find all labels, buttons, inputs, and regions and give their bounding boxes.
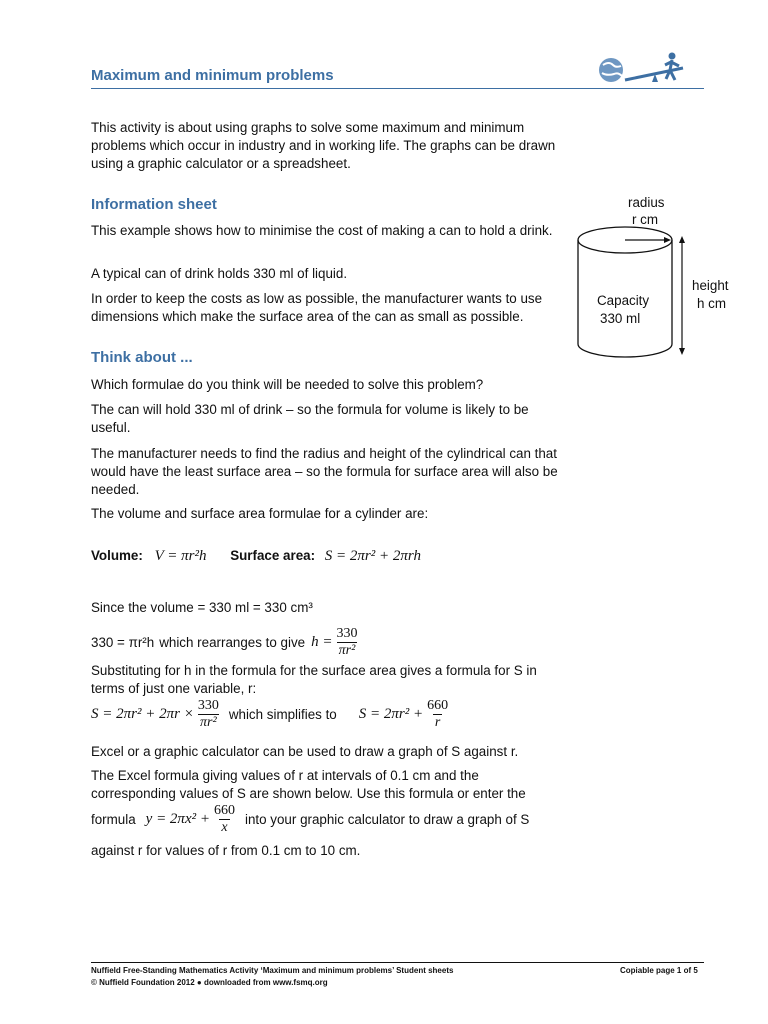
think-question: Which formulae do you think will be needed to solve this problem? (91, 377, 484, 392)
excel-paragraph-1: Excel or a graphic calculator can be used to draw a graph of S against r. (91, 744, 519, 759)
substituting-text: Substituting for h in the formula for the surface area gives a formula for S in terms of just one variable, r: (91, 663, 537, 696)
since-volume-text: Since the volume = 330 ml = 330 cm³ (91, 600, 313, 615)
volume-label: Volume: (91, 548, 143, 563)
think-about-heading: Think about ... (91, 349, 193, 366)
formula-line-volume-surface (91, 548, 421, 565)
page-title: Maximum and minimum problems (91, 67, 334, 84)
footer-page-number: Copiable page 1 of 5 (620, 966, 698, 975)
intro-paragraph: This activity is about using graphs to solve some maximum and minimum problems which occur in industry and in working life. The graphs can be drawn using a graphic calculator or a spreadsheet. (91, 120, 556, 171)
excel-paragraph-2: The Excel formula giving values of r at intervals of 0.1 cm and the corresponding values of S are shown below. Use this formula or enter the (91, 768, 526, 801)
capacity-label: Capacity (597, 293, 650, 308)
height-label: height (692, 278, 729, 293)
think-paragraph-1: The can will hold 330 ml of drink – so the formula for volume is likely to be useful. (91, 402, 529, 435)
denominator: πr² (338, 643, 356, 658)
information-sheet-heading: Information sheet (91, 196, 217, 213)
substitution-lhs: S = 2πr² + 2πr × (91, 706, 194, 722)
formula-word: formula (91, 812, 136, 827)
header-rule (91, 88, 704, 89)
radius-label: radius (628, 195, 665, 210)
simplified-lhs: S = 2πr² + (358, 706, 424, 722)
graphic-calculator-formula-line (91, 803, 529, 836)
y-formula: y = 2πx² + (145, 811, 210, 827)
rearrange-text: which rearranges to give (159, 635, 306, 650)
volume-formula: V = πr²h (154, 548, 207, 564)
info-paragraph-1: This example shows how to minimise the cost of making a can to hold a drink. (91, 223, 553, 238)
think-paragraph-2: The manufacturer needs to find the radius and height of the cylindrical can that would have the least surface area – so the formula for surface area will also be needed. (91, 446, 558, 497)
numerator: 330 (336, 626, 358, 641)
cylinder-diagram (570, 190, 740, 370)
rearrange-lhs: 330 = πr²h (91, 635, 155, 650)
radius-variable: r cm (632, 212, 659, 227)
substitution-line (91, 698, 452, 731)
into-calculator-text: into your graphic calculator to draw a graph of S (244, 812, 530, 827)
numerator: 660 (213, 803, 235, 818)
against-text: against r for values of r from 0.1 cm to 10 cm. (91, 843, 361, 858)
surface-area-label: Surface area: (230, 548, 316, 563)
footer-rule (91, 962, 704, 963)
surface-area-formula: S = 2πr² + 2πrh (324, 548, 421, 564)
fraction-330-over-pir2 (334, 626, 359, 659)
denominator: r (434, 715, 441, 730)
fraction-660-over-r (425, 698, 450, 731)
height-variable: h cm (697, 296, 727, 311)
simplifies-text: which simplifies to (228, 707, 337, 722)
rearrange-h: h = (311, 634, 333, 650)
numerator: 660 (427, 698, 449, 713)
rearrange-line (91, 626, 361, 659)
denominator: πr² (199, 715, 217, 730)
nuffield-logo-icon (597, 50, 689, 88)
footer-line-2: © Nuffield Foundation 2012 ● downloaded from www.fsmq.org (91, 978, 328, 987)
numerator: 330 (197, 698, 219, 713)
think-paragraph-3: The volume and surface area formulae for a cylinder are: (91, 506, 429, 521)
fraction-330-over-pir2-b (196, 698, 221, 731)
fraction-660-over-x (212, 803, 237, 836)
info-paragraph-2: A typical can of drink holds 330 ml of liquid. (91, 266, 348, 281)
footer-line-1: Nuffield Free-Standing Mathematics Activity ‘Maximum and minimum problems’ Student sheets (91, 966, 454, 975)
info-paragraph-3: In order to keep the costs as low as possible, the manufacturer wants to use dimensions which make the surface area of the can as small as possible. (91, 291, 543, 324)
capacity-value: 330 ml (600, 311, 641, 326)
denominator: x (221, 820, 228, 835)
